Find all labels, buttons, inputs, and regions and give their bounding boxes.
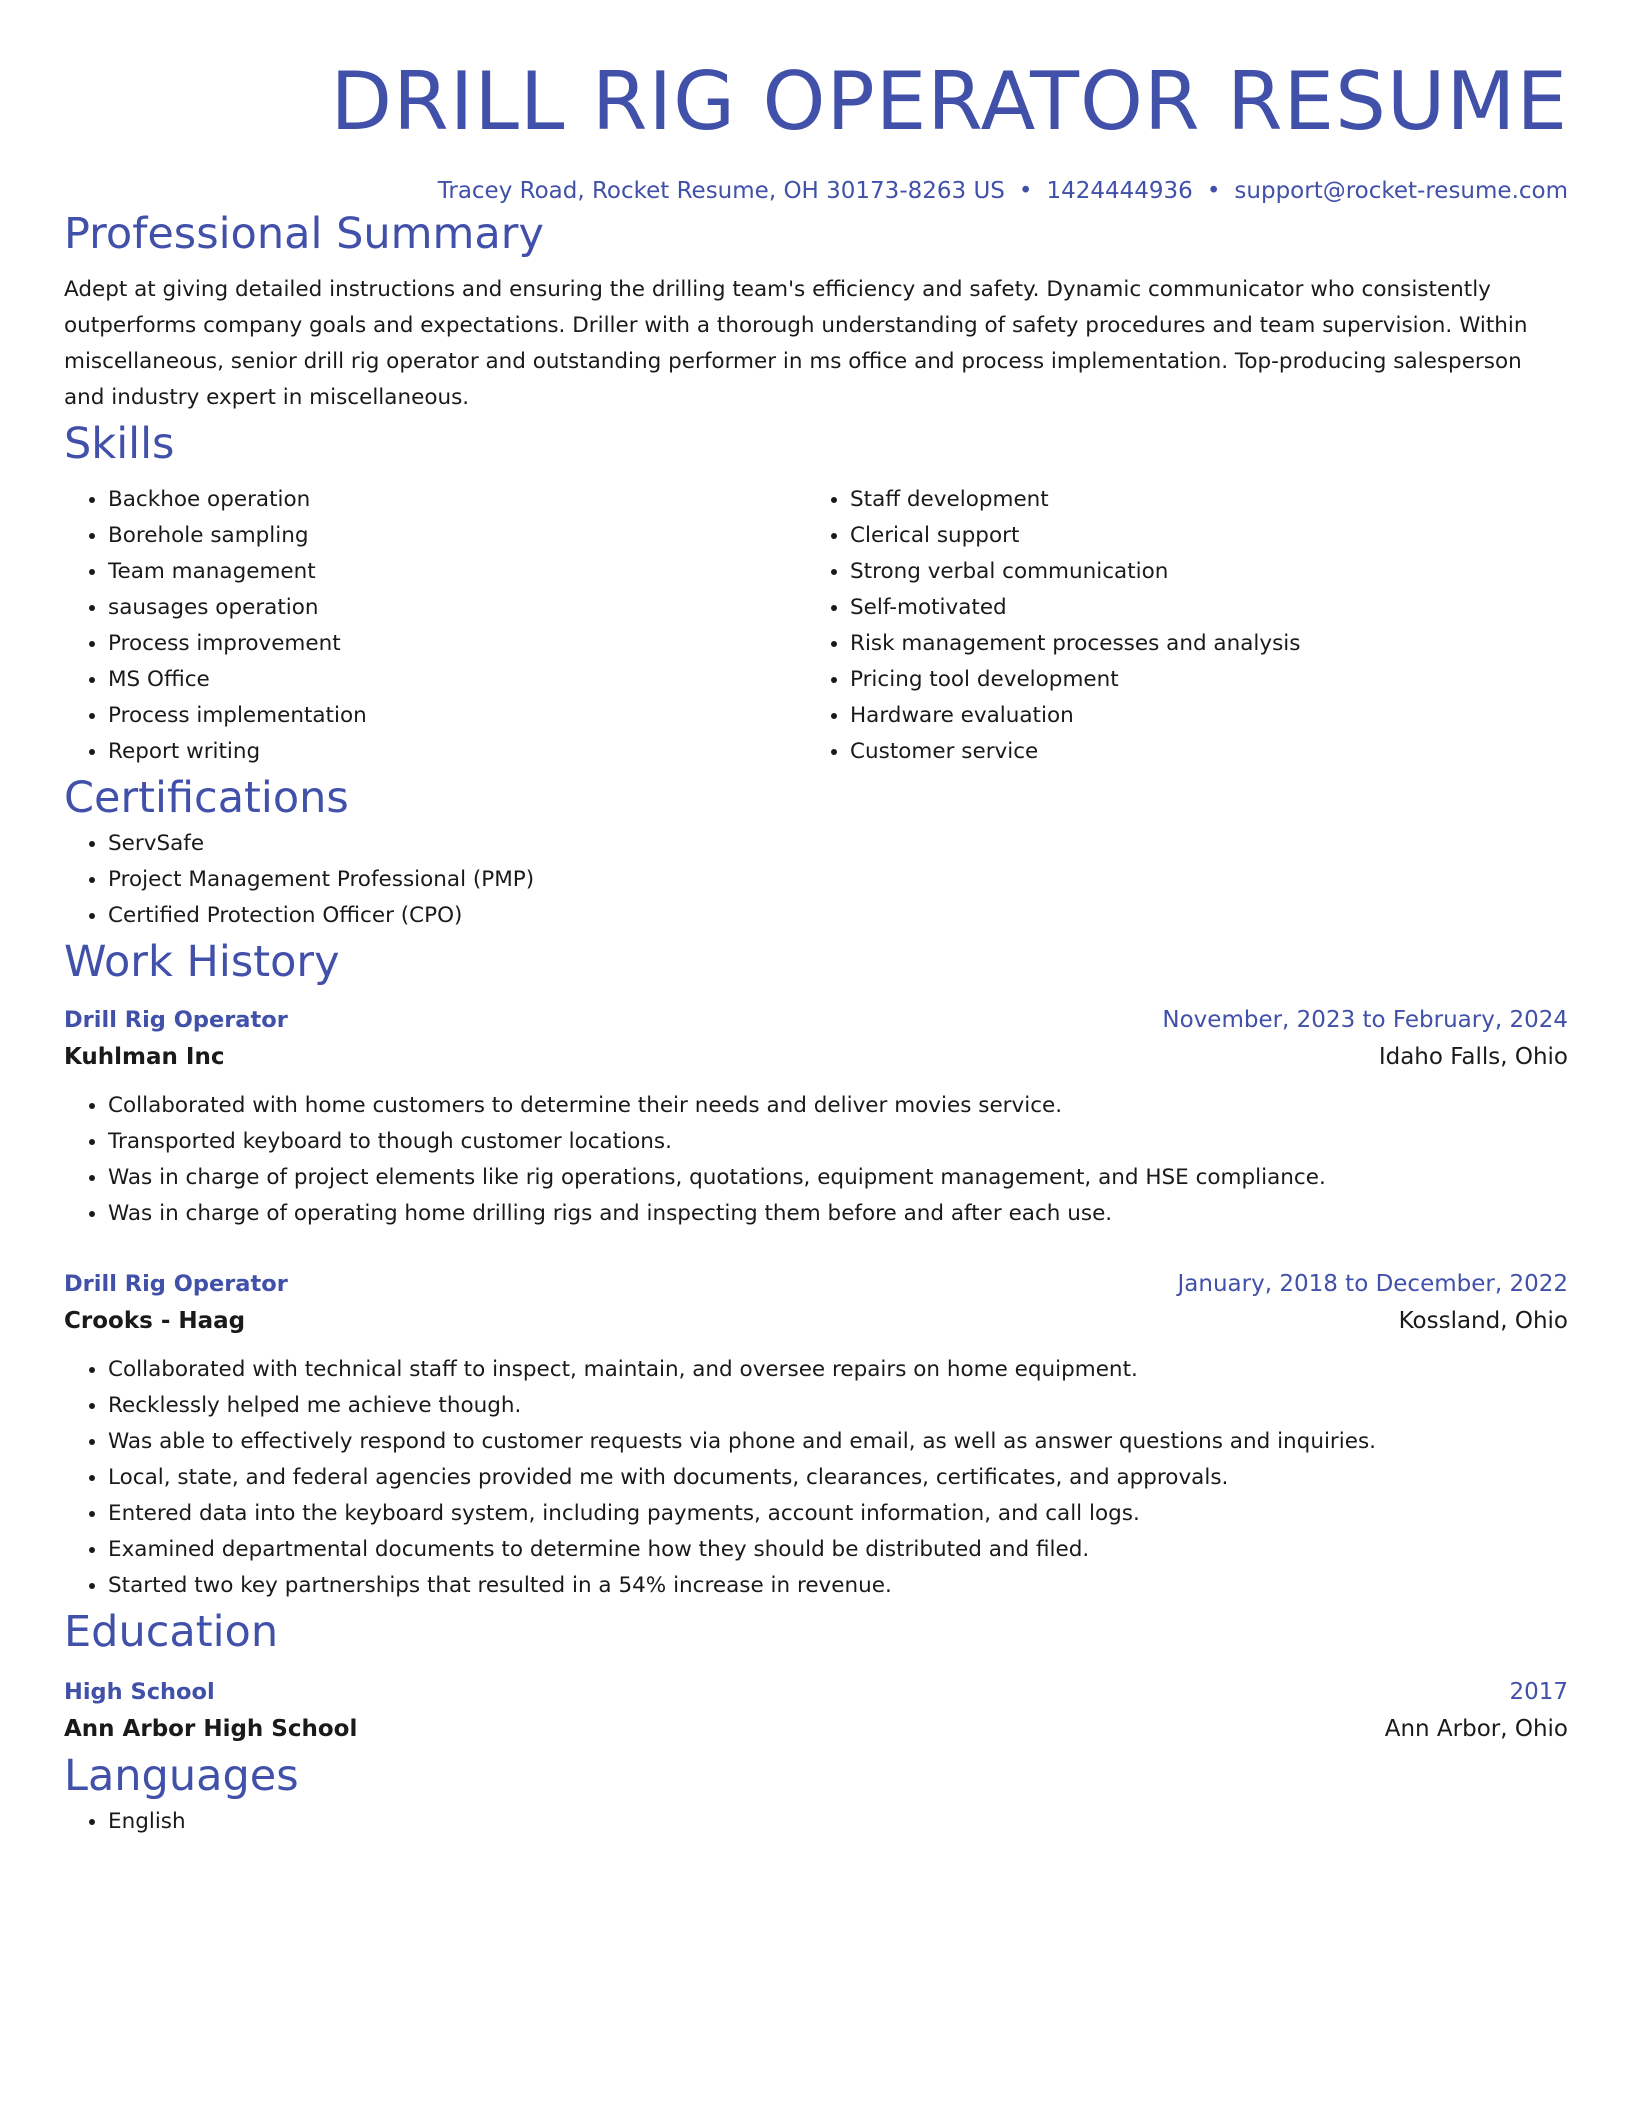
job-dates: January, 2018 to December, 2022	[1177, 1271, 1568, 1297]
job-bullet: • Local, state, and federal agencies provided me with documents, clearances, certificates, and approvals.	[108, 1460, 1568, 1496]
job-location: Kossland, Ohio	[1398, 1308, 1568, 1334]
skill-item: • Hardware evaluation	[850, 698, 1548, 734]
skill-item: • Team management	[108, 554, 806, 590]
skill-item: • Report writing	[108, 734, 806, 770]
job-title: Drill Rig Operator	[64, 1271, 288, 1297]
skills-column-right	[806, 482, 1548, 770]
skill-item: • Pricing tool development	[850, 662, 1548, 698]
skill-item: • Self-motivated	[850, 590, 1548, 626]
contact-separator: •	[1206, 178, 1221, 204]
job-bullet: • Collaborated with home customers to determine their needs and deliver movies service.	[108, 1088, 1568, 1124]
education-entry	[64, 1674, 1568, 1748]
job-title-row	[64, 1266, 1568, 1302]
skills-grid	[64, 482, 1568, 770]
certifications-heading: Certifications	[64, 773, 349, 823]
job-bullet: • Collaborated with technical staff to inspect, maintain, and oversee repairs on home equipment.	[108, 1352, 1568, 1388]
job-location: Idaho Falls, Ohio	[1378, 1044, 1568, 1070]
job-bullets	[64, 1088, 1568, 1232]
skill-item: • Customer service	[850, 734, 1548, 770]
education-location: Ann Arbor, Ohio	[1384, 1716, 1568, 1742]
skill-item: • MS Office	[108, 662, 806, 698]
job-entry	[64, 1266, 1568, 1604]
job-bullet: • Was able to effectively respond to customer requests via phone and email, as well as answer questions and inquiries.	[108, 1424, 1568, 1460]
job-company: Kuhlman Inc	[64, 1044, 225, 1070]
skills-list-right	[806, 482, 1548, 770]
job-bullet: • Entered data into the keyboard system, including payments, account information, and call logs.	[108, 1496, 1568, 1532]
certification-item: • Project Management Professional (PMP)	[108, 862, 1568, 898]
job-bullet: • Was in charge of project elements like rig operations, quotations, equipment management, and HSE compliance.	[108, 1160, 1568, 1196]
certification-item: • ServSafe	[108, 826, 1568, 862]
resume-page	[64, 0, 1568, 1840]
education-school-row	[64, 1710, 1568, 1748]
job-title: Drill Rig Operator	[64, 1007, 288, 1033]
skill-item: • Process implementation	[108, 698, 806, 734]
skill-item: • Process improvement	[108, 626, 806, 662]
contact-address: Tracey Road, Rocket Resume, OH 30173-8263 US	[437, 178, 1005, 204]
skill-item: • sausages operation	[108, 590, 806, 626]
work-history-heading: Work History	[64, 937, 340, 987]
skill-item: • Borehole sampling	[108, 518, 806, 554]
certification-item: • Certified Protection Officer (CPO)	[108, 898, 1568, 934]
job-company-row	[64, 1302, 1568, 1340]
education-heading: Education	[64, 1607, 279, 1657]
education-school: Ann Arbor High School	[64, 1716, 358, 1742]
skills-list-left	[64, 482, 806, 770]
contact-separator: •	[1018, 178, 1033, 204]
skill-item: • Clerical support	[850, 518, 1548, 554]
contact-phone: 1424444936	[1046, 178, 1193, 204]
job-bullet: • Started two key partnerships that resulted in a 54% increase in revenue.	[108, 1568, 1568, 1604]
job-bullet: • Recklessly helped me achieve though.	[108, 1388, 1568, 1424]
education-degree: High School	[64, 1679, 215, 1705]
languages-heading: Languages	[64, 1751, 299, 1801]
skills-column-left	[64, 482, 806, 770]
job-bullet: • Examined departmental documents to determine how they should be distributed and filed.	[108, 1532, 1568, 1568]
job-title-row	[64, 1002, 1568, 1038]
skill-item: • Strong verbal communication	[850, 554, 1548, 590]
job-bullet: • Was in charge of operating home drilling rigs and inspecting them before and after each use.	[108, 1196, 1568, 1232]
job-dates: November, 2023 to February, 2024	[1162, 1007, 1568, 1033]
summary-text: Adept at giving detailed instructions and ensuring the drilling team's efficiency and safety. Dynamic communicator who consistently outperforms company goals and expectations. Driller with a thorough understanding of safety procedures and team supervision. Within miscellaneous, senior drill rig operator and outstanding performer in ms office and process implementation. Top-producing salesperson and industry expert in miscellaneous.	[64, 277, 1528, 410]
job-company-row	[64, 1038, 1568, 1076]
skill-item: • Risk management processes and analysis	[850, 626, 1548, 662]
skill-item: • Staff development	[850, 482, 1548, 518]
contact-line	[64, 176, 1568, 206]
language-item: • English	[108, 1804, 1568, 1840]
languages-list	[64, 1804, 1568, 1840]
education-degree-row	[64, 1674, 1568, 1710]
skill-item: • Backhoe operation	[108, 482, 806, 518]
job-entry	[64, 1002, 1568, 1232]
job-bullet: • Transported keyboard to though customer locations.	[108, 1124, 1568, 1160]
job-bullets	[64, 1352, 1568, 1604]
resume-title: DRILL RIG OPERATOR RESUME	[330, 55, 1568, 148]
contact-email: support@rocket-resume.com	[1234, 178, 1568, 204]
job-company: Crooks - Haag	[64, 1308, 246, 1334]
summary-heading: Professional Summary	[64, 209, 544, 259]
education-year: 2017	[1509, 1679, 1568, 1705]
certifications-list	[64, 826, 1568, 934]
skills-heading: Skills	[64, 419, 175, 469]
